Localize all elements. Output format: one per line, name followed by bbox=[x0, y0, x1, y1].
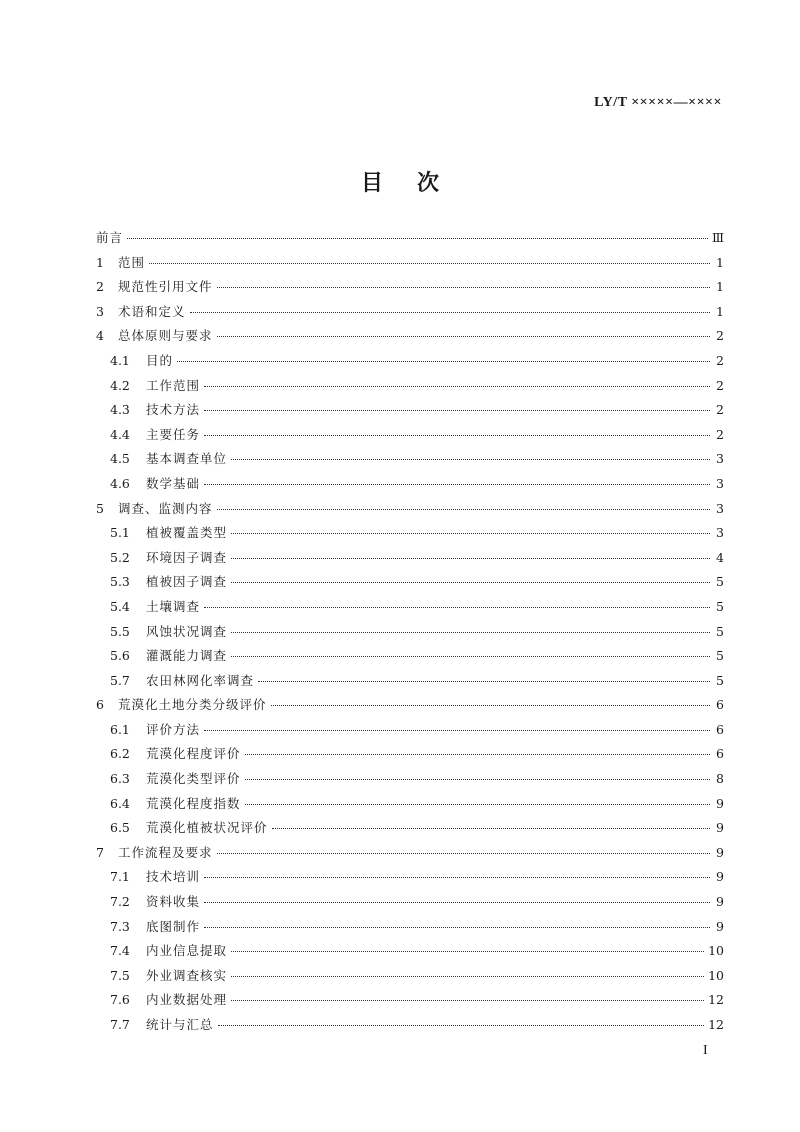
toc-entry[interactable] bbox=[96, 892, 724, 917]
toc-entry-label: 术语和定义 bbox=[118, 303, 186, 319]
toc-entry-number: 5.3 bbox=[110, 574, 130, 590]
toc-entry[interactable] bbox=[96, 449, 724, 474]
toc-entry[interactable] bbox=[96, 843, 724, 868]
toc-leader-dots bbox=[245, 804, 710, 805]
toc-entry[interactable] bbox=[96, 253, 724, 278]
toc-entry-number: 5 bbox=[96, 500, 104, 516]
toc-entry-page: 3 bbox=[716, 525, 724, 541]
toc-entry[interactable] bbox=[96, 474, 724, 499]
toc-entry-label: 目的 bbox=[146, 352, 174, 368]
toc-entry[interactable] bbox=[96, 425, 724, 450]
toc-entry-page: Ⅲ bbox=[711, 230, 724, 245]
toc-entry-page: 3 bbox=[716, 475, 724, 491]
toc-leader-dots bbox=[245, 754, 710, 755]
toc-leader-dots bbox=[231, 951, 704, 952]
toc-entry-label: 基本调查单位 bbox=[146, 451, 228, 467]
toc-entry-page: 1 bbox=[716, 303, 724, 319]
toc-leader-dots bbox=[231, 632, 710, 633]
toc-entry-page: 8 bbox=[716, 771, 724, 787]
toc-leader-dots bbox=[204, 607, 710, 608]
page-title: 目次 bbox=[360, 171, 473, 196]
toc-entry-page: 10 bbox=[708, 967, 724, 983]
toc-entry-page: 2 bbox=[716, 426, 724, 442]
toc-entry-page: 9 bbox=[716, 918, 724, 934]
toc-entry-number: 5.2 bbox=[110, 549, 130, 565]
toc-entry-number: 4 bbox=[96, 328, 104, 344]
toc-entry[interactable] bbox=[96, 646, 724, 671]
toc-entry-number: 4.6 bbox=[110, 475, 130, 491]
toc-entry[interactable] bbox=[96, 720, 724, 745]
toc-entry-number: 5.7 bbox=[110, 672, 130, 688]
toc-entry-label: 工作范围 bbox=[146, 377, 201, 393]
toc-entry-number: 4.4 bbox=[110, 426, 130, 442]
toc-entry[interactable] bbox=[96, 990, 724, 1015]
toc-entry-label: 数学基础 bbox=[146, 475, 201, 491]
toc-entry-page: 1 bbox=[716, 254, 724, 270]
toc-entry-label: 前言 bbox=[96, 230, 124, 245]
toc-entry-number: 5.5 bbox=[110, 623, 130, 639]
toc-leader-dots bbox=[204, 730, 710, 731]
toc-entry-number: 6.3 bbox=[110, 771, 130, 787]
toc-entry-page: 2 bbox=[716, 352, 724, 368]
toc-entry-number: 2 bbox=[96, 279, 104, 295]
toc-entry[interactable] bbox=[96, 326, 724, 351]
toc-entry[interactable] bbox=[96, 744, 724, 769]
toc-entry-page: 6 bbox=[716, 697, 724, 713]
toc-entry[interactable] bbox=[96, 966, 724, 991]
toc-leader-dots bbox=[245, 779, 710, 780]
toc-entry-page: 4 bbox=[716, 549, 724, 565]
toc-entry-page: 3 bbox=[716, 500, 724, 516]
toc-leader-dots bbox=[217, 853, 710, 854]
toc-entry-label: 内业数据处理 bbox=[146, 992, 228, 1008]
toc-entry-label: 植被覆盖类型 bbox=[146, 525, 228, 541]
toc-entry[interactable] bbox=[96, 499, 724, 524]
toc-entry-label: 荒漠化植被状况评价 bbox=[146, 820, 268, 836]
toc-entry-page: 9 bbox=[716, 869, 724, 885]
toc-entry-page: 5 bbox=[716, 648, 724, 664]
toc-leader-dots bbox=[217, 287, 710, 288]
toc-leader-dots bbox=[204, 927, 710, 928]
toc-entry-label: 外业调查核实 bbox=[146, 967, 228, 983]
toc-entry-page: 5 bbox=[716, 623, 724, 639]
toc-entry-label: 技术方法 bbox=[146, 402, 201, 418]
toc-entry[interactable] bbox=[96, 523, 724, 548]
toc-entry[interactable] bbox=[96, 228, 724, 253]
toc-leader-dots bbox=[127, 238, 708, 239]
toc-entry-label: 评价方法 bbox=[146, 721, 201, 737]
toc-entry-label: 总体原则与要求 bbox=[118, 328, 213, 344]
toc-entry-label: 风蚀状况调查 bbox=[146, 623, 228, 639]
toc-entry-page: 10 bbox=[708, 943, 724, 959]
toc-entry-page: 5 bbox=[716, 672, 724, 688]
toc-leader-dots bbox=[271, 705, 710, 706]
table-of-contents bbox=[96, 228, 724, 1040]
page-number: I bbox=[703, 1043, 708, 1058]
toc-entry-page: 9 bbox=[716, 844, 724, 860]
toc-entry-number: 7.3 bbox=[110, 918, 130, 934]
toc-leader-dots bbox=[231, 558, 710, 559]
toc-entry-page: 6 bbox=[716, 721, 724, 737]
toc-entry-page: 12 bbox=[708, 1017, 724, 1032]
toc-leader-dots bbox=[217, 509, 710, 510]
toc-leader-dots bbox=[204, 484, 710, 485]
toc-entry-number: 7.1 bbox=[110, 869, 130, 885]
toc-entry-label: 荒漠化程度评价 bbox=[146, 746, 241, 762]
toc-entry-page: 1 bbox=[716, 279, 724, 295]
toc-entry[interactable] bbox=[96, 302, 724, 327]
toc-leader-dots bbox=[231, 533, 710, 534]
toc-entry-number: 5.4 bbox=[110, 598, 130, 614]
toc-entry-label: 统计与汇总 bbox=[146, 1017, 214, 1032]
toc-entry-number: 7.4 bbox=[110, 943, 130, 959]
toc-entry-number: 3 bbox=[96, 303, 104, 319]
toc-entry[interactable] bbox=[96, 941, 724, 966]
toc-entry[interactable] bbox=[96, 277, 724, 302]
toc-leader-dots bbox=[231, 582, 710, 583]
toc-entry[interactable] bbox=[96, 671, 724, 696]
toc-entry-page: 2 bbox=[716, 402, 724, 418]
toc-entry-page: 5 bbox=[716, 574, 724, 590]
toc-leader-dots bbox=[272, 828, 710, 829]
toc-entry-label: 规范性引用文件 bbox=[118, 279, 213, 295]
toc-entry-number: 7 bbox=[96, 844, 104, 860]
toc-leader-dots bbox=[204, 386, 710, 387]
toc-entry[interactable] bbox=[96, 548, 724, 573]
toc-entry-label: 工作流程及要求 bbox=[118, 844, 213, 860]
toc-entry-label: 内业信息提取 bbox=[146, 943, 228, 959]
toc-entry[interactable] bbox=[96, 1015, 724, 1040]
toc-entry-number: 5.6 bbox=[110, 648, 130, 664]
toc-entry-label: 环境因子调查 bbox=[146, 549, 228, 565]
toc-entry-number: 1 bbox=[96, 254, 104, 270]
toc-leader-dots bbox=[258, 681, 710, 682]
toc-leader-dots bbox=[204, 877, 710, 878]
toc-entry-page: 2 bbox=[716, 328, 724, 344]
toc-entry-label: 资料收集 bbox=[146, 894, 201, 910]
toc-entry-number: 6 bbox=[96, 697, 104, 713]
toc-entry-page: 2 bbox=[716, 377, 724, 393]
toc-entry-label: 荒漠化类型评价 bbox=[146, 771, 241, 787]
toc-entry-label: 技术培训 bbox=[146, 869, 201, 885]
toc-leader-dots bbox=[217, 336, 710, 337]
toc-entry-number: 6.5 bbox=[110, 820, 130, 836]
toc-entry-number: 6.2 bbox=[110, 746, 130, 762]
toc-leader-dots bbox=[204, 902, 710, 903]
toc-leader-dots bbox=[177, 361, 710, 362]
toc-entry-label: 荒漠化程度指数 bbox=[146, 795, 241, 811]
toc-leader-dots bbox=[231, 459, 710, 460]
toc-entry[interactable] bbox=[96, 695, 724, 720]
toc-entry[interactable] bbox=[96, 400, 724, 425]
toc-entry-page: 9 bbox=[716, 894, 724, 910]
toc-entry-label: 调查、监测内容 bbox=[118, 500, 213, 516]
toc-entry[interactable] bbox=[96, 622, 724, 647]
toc-entry-label: 底图制作 bbox=[146, 918, 201, 934]
toc-entry[interactable] bbox=[96, 572, 724, 597]
toc-entry-number: 5.1 bbox=[110, 525, 130, 541]
toc-entry-number: 4.1 bbox=[110, 352, 130, 368]
toc-entry-label: 土壤调查 bbox=[146, 598, 201, 614]
toc-entry-page: 5 bbox=[716, 598, 724, 614]
toc-entry-number: 7.5 bbox=[110, 967, 130, 983]
toc-entry-number: 4.3 bbox=[110, 402, 130, 418]
toc-entry-page: 6 bbox=[716, 746, 724, 762]
standard-code: LY/T ×××××—×××× bbox=[594, 95, 722, 110]
toc-entry-number: 7.2 bbox=[110, 894, 130, 910]
toc-leader-dots bbox=[204, 435, 710, 436]
toc-entry[interactable] bbox=[96, 794, 724, 819]
toc-entry-label: 主要任务 bbox=[146, 426, 201, 442]
toc-entry-page: 12 bbox=[708, 992, 724, 1008]
toc-entry-label: 灌溉能力调查 bbox=[146, 648, 228, 664]
toc-entry-page: 3 bbox=[716, 451, 724, 467]
toc-entry-page: 9 bbox=[716, 820, 724, 836]
toc-entry[interactable] bbox=[96, 597, 724, 622]
toc-entry-label: 植被因子调查 bbox=[146, 574, 228, 590]
toc-leader-dots bbox=[231, 656, 710, 657]
toc-entry-number: 4.5 bbox=[110, 451, 130, 467]
toc-entry-page: 9 bbox=[716, 795, 724, 811]
toc-entry[interactable] bbox=[96, 769, 724, 794]
toc-entry-label: 范围 bbox=[118, 254, 146, 270]
toc-entry-number: 6.1 bbox=[110, 721, 130, 737]
toc-leader-dots bbox=[149, 263, 710, 264]
toc-entry-number: 6.4 bbox=[110, 795, 130, 811]
toc-entry[interactable] bbox=[96, 376, 724, 401]
toc-entry[interactable] bbox=[96, 917, 724, 942]
toc-leader-dots bbox=[231, 1000, 704, 1001]
toc-leader-dots bbox=[204, 410, 710, 411]
toc-entry-number: 7.7 bbox=[110, 1017, 130, 1032]
toc-leader-dots bbox=[231, 976, 704, 977]
toc-entry-label: 农田林网化率调查 bbox=[146, 672, 255, 688]
toc-leader-dots bbox=[218, 1025, 705, 1026]
toc-entry-label: 荒漠化土地分类分级评价 bbox=[118, 697, 267, 713]
toc-entry[interactable] bbox=[96, 867, 724, 892]
toc-entry[interactable] bbox=[96, 351, 724, 376]
toc-entry-number: 4.2 bbox=[110, 377, 130, 393]
toc-entry[interactable] bbox=[96, 818, 724, 843]
toc-entry-number: 7.6 bbox=[110, 992, 130, 1008]
toc-leader-dots bbox=[190, 312, 710, 313]
